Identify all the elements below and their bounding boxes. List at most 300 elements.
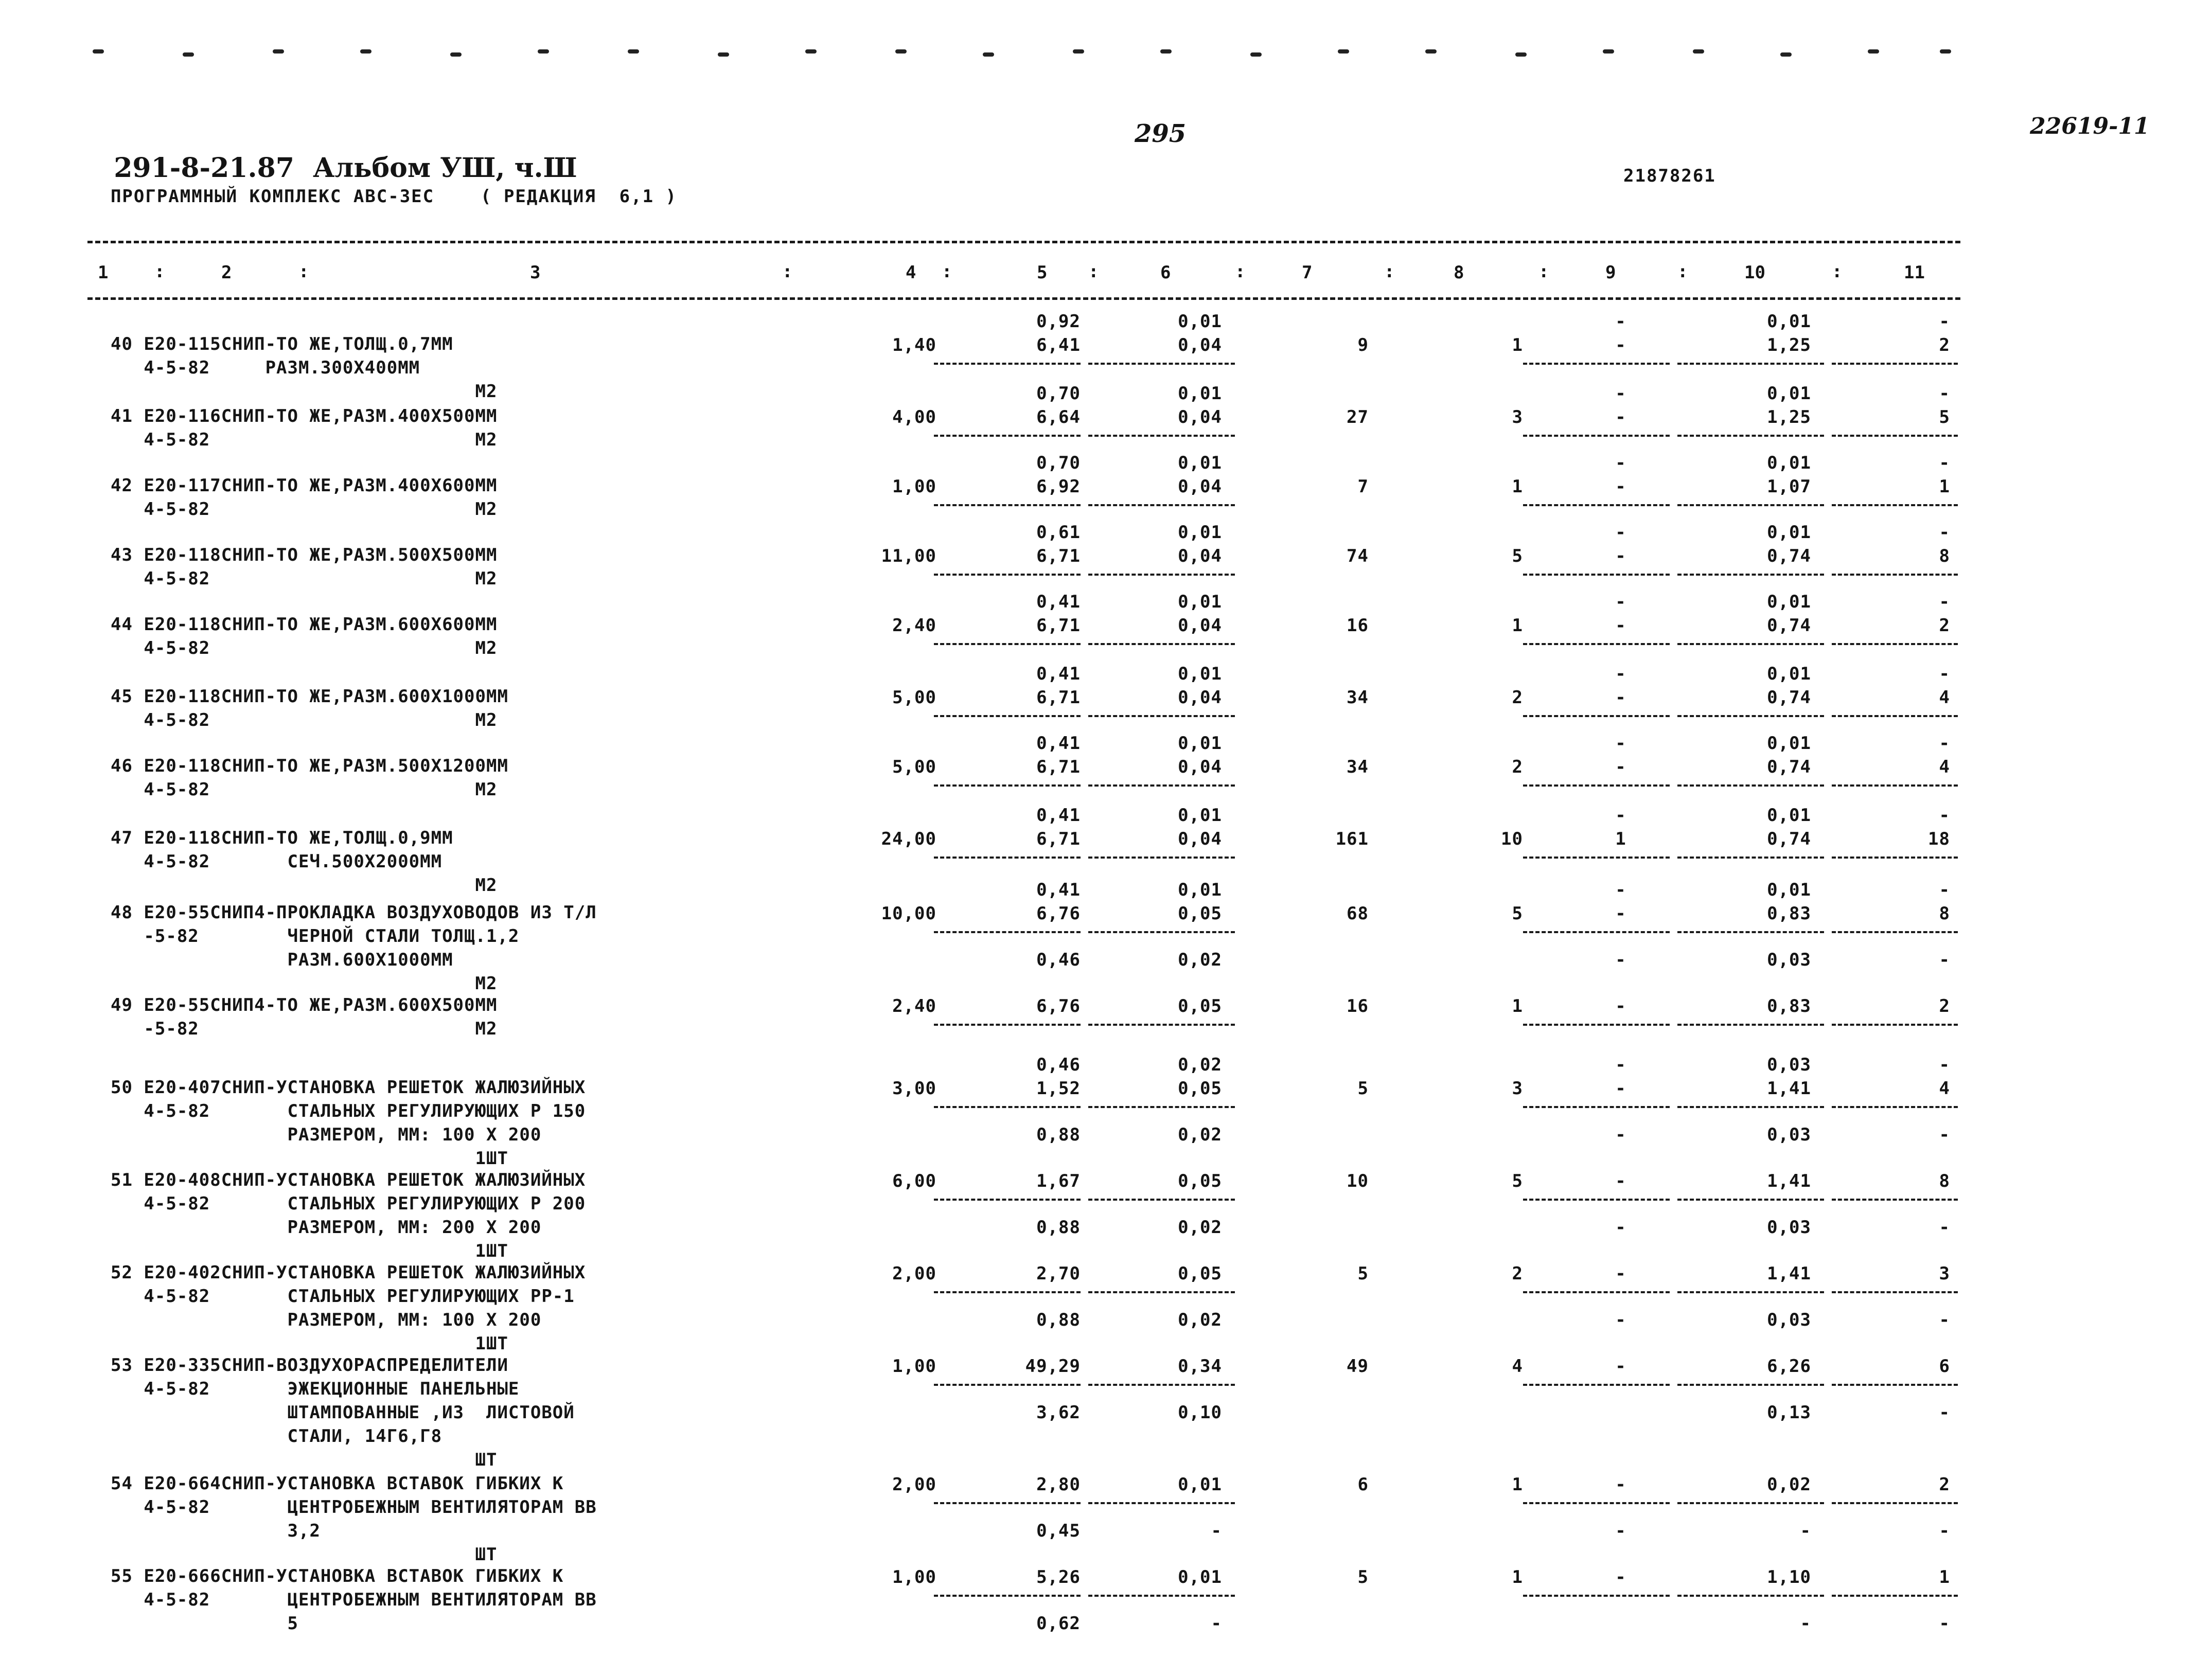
col9-value: - xyxy=(1615,1055,1626,1075)
cell-divider xyxy=(1088,574,1235,576)
col9-value: - xyxy=(1615,1356,1626,1377)
col10-value: 1,25 xyxy=(1767,407,1811,427)
col9-value: - xyxy=(1615,1263,1626,1284)
col6-value: 0,05 xyxy=(1178,903,1222,924)
col9-value: - xyxy=(1615,805,1626,826)
col6-value: 0,02 xyxy=(1178,1055,1222,1075)
table-top-rule xyxy=(87,241,1960,243)
row-quantity: 11,00 xyxy=(881,546,936,566)
border-mark xyxy=(1603,49,1614,53)
col5-value: 6,76 xyxy=(1036,903,1081,924)
col7-value: 68 xyxy=(1347,903,1369,924)
cell-divider xyxy=(1523,1106,1670,1108)
row-description-line: РАЗМЕРОМ, ММ: 100 Х 200 xyxy=(111,1125,542,1145)
col11-value: - xyxy=(1939,1521,1950,1541)
row-description-line: 51 Е20-408СНИП-УСТАНОВКА РЕШЕТОК ЖАЛЮЗИЙНЫХ xyxy=(111,1170,586,1190)
col9-value: - xyxy=(1615,733,1626,754)
col5-value: 0,45 xyxy=(1036,1521,1081,1541)
col5-value: 1,52 xyxy=(1036,1078,1081,1099)
col10-value: 0,74 xyxy=(1767,829,1811,849)
row-description-line: М2 xyxy=(111,973,498,994)
col7-value: 5 xyxy=(1357,1078,1369,1099)
border-mark xyxy=(1868,49,1879,53)
cell-divider xyxy=(1088,1291,1235,1293)
col10-value: 0,01 xyxy=(1767,592,1811,612)
cell-divider xyxy=(1088,504,1235,506)
col9-value: - xyxy=(1615,996,1626,1016)
cell-divider xyxy=(1677,435,1824,437)
row-description-line: 4-5-82 СЕЧ.500Х2000ММ xyxy=(111,851,443,872)
border-mark xyxy=(718,52,729,57)
column-header-6: 6 xyxy=(1160,262,1171,283)
col9-value: - xyxy=(1615,1310,1626,1330)
column-separator: : xyxy=(942,261,952,282)
col11-value: - xyxy=(1939,805,1950,826)
row-description-line: 41 Е20-116СНИП-ТО ЖЕ,РАЗМ.400Х500ММ xyxy=(111,406,498,426)
col11-value: - xyxy=(1939,1402,1950,1423)
col8-value: 3 xyxy=(1512,407,1523,427)
col5-value: 6,92 xyxy=(1036,476,1081,497)
row-quantity: 3,00 xyxy=(892,1078,936,1099)
col5-value: 6,41 xyxy=(1036,335,1081,355)
col9-value: - xyxy=(1615,592,1626,612)
col5-value: 1,67 xyxy=(1036,1171,1081,1191)
col9-value: - xyxy=(1615,1078,1626,1099)
album-label: Альбом УШ, ч.Ш xyxy=(313,152,577,184)
cell-divider xyxy=(1832,1291,1958,1293)
cell-divider xyxy=(1677,1291,1824,1293)
row-quantity: 2,40 xyxy=(892,996,936,1016)
cell-divider xyxy=(1523,1024,1670,1026)
col6-value: - xyxy=(1211,1613,1222,1634)
cell-divider xyxy=(934,1024,1081,1026)
col7-value: 5 xyxy=(1357,1263,1369,1284)
row-description-line: РАЗМЕРОМ, ММ: 200 Х 200 xyxy=(111,1217,542,1238)
border-mark xyxy=(538,49,549,53)
col6-value: 0,04 xyxy=(1178,407,1222,427)
col7-value: 161 xyxy=(1335,829,1369,849)
cell-divider xyxy=(1832,715,1958,717)
col5-value: 0,41 xyxy=(1036,592,1081,612)
cell-divider xyxy=(934,1291,1081,1293)
cell-divider xyxy=(1523,1384,1670,1386)
col5-value: 0,46 xyxy=(1036,1055,1081,1075)
col10-value: 0,03 xyxy=(1767,950,1811,970)
cell-divider xyxy=(934,435,1081,437)
col10-value: 0,83 xyxy=(1767,903,1811,924)
col8-value: 10 xyxy=(1501,829,1523,849)
row-description-line: ШТАМПОВАННЫЕ ,ИЗ ЛИСТОВОЙ xyxy=(111,1402,575,1423)
col9-value: - xyxy=(1615,1521,1626,1541)
row-description-line: РАЗМ.600Х1000ММ xyxy=(111,950,453,970)
col5-value: 6,71 xyxy=(1036,829,1081,849)
border-mark xyxy=(1073,49,1084,53)
col11-value: 2 xyxy=(1939,996,1950,1016)
column-separator: : xyxy=(1088,261,1099,282)
col10-value: 0,74 xyxy=(1767,615,1811,636)
col11-value: - xyxy=(1939,383,1950,404)
row-description-line: 48 Е20-55СНИП4-ПРОКЛАДКА ВОЗДУХОВОДОВ ИЗ Т/Л xyxy=(111,902,597,923)
cell-divider xyxy=(1832,1502,1958,1504)
col5-value: 0,70 xyxy=(1036,453,1081,473)
col11-value: - xyxy=(1939,1125,1950,1145)
cell-divider xyxy=(934,931,1081,933)
col7-value: 49 xyxy=(1347,1356,1369,1377)
cell-divider xyxy=(1088,1106,1235,1108)
cell-divider xyxy=(1832,1024,1958,1026)
row-description-line: 53 Е20-335СНИП-ВОЗДУХОРАСПРЕДЕЛИТЕЛИ xyxy=(111,1355,508,1376)
row-description-line: 1ШТ xyxy=(111,1241,508,1261)
cell-divider xyxy=(934,504,1081,506)
col10-value: 0,83 xyxy=(1767,996,1811,1016)
col8-value: 1 xyxy=(1512,1474,1523,1495)
col5-value: 2,70 xyxy=(1036,1263,1081,1284)
row-quantity: 1,00 xyxy=(892,1356,936,1377)
col11-value: 1 xyxy=(1939,1567,1950,1587)
col7-value: 34 xyxy=(1347,757,1369,777)
col5-value: 0,88 xyxy=(1036,1217,1081,1238)
col9-value: - xyxy=(1615,1474,1626,1495)
col9-value: - xyxy=(1615,950,1626,970)
row-description-line: ШТ xyxy=(111,1544,498,1565)
column-header-11: 11 xyxy=(1904,262,1925,283)
row-quantity: 6,00 xyxy=(892,1171,936,1191)
col5-value: 0,92 xyxy=(1036,311,1081,332)
row-description-line: 42 Е20-117СНИП-ТО ЖЕ,РАЗМ.400Х600ММ xyxy=(111,475,498,496)
col10-value: 0,03 xyxy=(1767,1055,1811,1075)
row-description-line: 4-5-82 ЦЕНТРОБЕЖНЫМ ВЕНТИЛЯТОРАМ ВВ xyxy=(111,1590,597,1610)
col9-value: - xyxy=(1615,476,1626,497)
border-mark xyxy=(983,52,994,57)
cell-divider xyxy=(934,784,1081,787)
col9-value: - xyxy=(1615,453,1626,473)
col11-value: 2 xyxy=(1939,1474,1950,1495)
col11-value: - xyxy=(1939,664,1950,684)
row-description-line: 43 Е20-118СНИП-ТО ЖЕ,РАЗМ.500Х500ММ xyxy=(111,545,498,565)
row-quantity: 2,00 xyxy=(892,1263,936,1284)
cell-divider xyxy=(1832,784,1958,787)
cell-divider xyxy=(934,857,1081,859)
col10-value: 0,02 xyxy=(1767,1474,1811,1495)
column-separator: : xyxy=(1832,261,1843,282)
col10-value: 0,13 xyxy=(1767,1402,1811,1423)
cell-divider xyxy=(934,363,1081,365)
col7-value: 34 xyxy=(1347,687,1369,708)
col10-value: 1,10 xyxy=(1767,1567,1811,1587)
column-separator: : xyxy=(298,261,309,282)
col11-value: - xyxy=(1939,1613,1950,1634)
column-header-1: 1 xyxy=(98,262,109,283)
cell-divider xyxy=(1523,857,1670,859)
col7-value: 7 xyxy=(1357,476,1369,497)
column-header-9: 9 xyxy=(1605,262,1616,283)
col9-value: - xyxy=(1615,615,1626,636)
col11-value: 8 xyxy=(1939,546,1950,566)
row-description-line: 4-5-82 М2 xyxy=(111,568,498,589)
row-quantity: 24,00 xyxy=(881,829,936,849)
col5-value: 0,62 xyxy=(1036,1613,1081,1634)
col11-value: - xyxy=(1939,880,1950,900)
col6-value: 0,01 xyxy=(1178,453,1222,473)
col6-value: 0,04 xyxy=(1178,615,1222,636)
col10-value: 0,74 xyxy=(1767,546,1811,566)
row-description-line: 44 Е20-118СНИП-ТО ЖЕ,РАЗМ.600Х600ММ xyxy=(111,614,498,635)
cell-divider xyxy=(1523,1199,1670,1201)
row-quantity: 5,00 xyxy=(892,757,936,777)
col6-value: 0,01 xyxy=(1178,1474,1222,1495)
cell-divider xyxy=(1523,363,1670,365)
col8-value: 3 xyxy=(1512,1078,1523,1099)
cell-divider xyxy=(1523,1595,1670,1597)
cell-divider xyxy=(1832,574,1958,576)
cell-divider xyxy=(1523,504,1670,506)
col9-value: - xyxy=(1615,687,1626,708)
col10-value: 1,07 xyxy=(1767,476,1811,497)
col10-value: 0,01 xyxy=(1767,733,1811,754)
col6-value: 0,01 xyxy=(1178,522,1222,543)
col6-value: 0,02 xyxy=(1178,950,1222,970)
col11-value: - xyxy=(1939,592,1950,612)
cell-divider xyxy=(1523,574,1670,576)
cell-divider xyxy=(1677,574,1824,576)
cell-divider xyxy=(1088,1595,1235,1597)
col10-value: 0,74 xyxy=(1767,757,1811,777)
col5-value: 0,88 xyxy=(1036,1310,1081,1330)
col10-value: - xyxy=(1800,1613,1811,1634)
col6-value: 0,02 xyxy=(1178,1125,1222,1145)
col9-value: - xyxy=(1615,383,1626,404)
col6-value: 0,01 xyxy=(1178,311,1222,332)
col5-value: 0,61 xyxy=(1036,522,1081,543)
row-description-line: 4-5-82 ЦЕНТРОБЕЖНЫМ ВЕНТИЛЯТОРАМ ВВ xyxy=(111,1497,597,1518)
border-mark xyxy=(1940,49,1951,53)
cell-divider xyxy=(1088,784,1235,787)
cell-divider xyxy=(1088,857,1235,859)
col7-value: 16 xyxy=(1347,615,1369,636)
page-number: 295 xyxy=(1135,119,1187,148)
cell-divider xyxy=(1523,715,1670,717)
col9-value: - xyxy=(1615,903,1626,924)
col11-value: 1 xyxy=(1939,476,1950,497)
col6-value: 0,02 xyxy=(1178,1310,1222,1330)
col5-value: 6,76 xyxy=(1036,996,1081,1016)
cell-divider xyxy=(1677,931,1824,933)
col11-value: 2 xyxy=(1939,335,1950,355)
column-header-2: 2 xyxy=(221,262,232,283)
col9-value: - xyxy=(1615,407,1626,427)
row-description-line: -5-82 ЧЕРНОЙ СТАЛИ ТОЛЩ.1,2 xyxy=(111,926,520,947)
col5-value: 0,70 xyxy=(1036,383,1081,404)
row-description-line: 4-5-82 СТАЛЬНЫХ РЕГУЛИРУЮЩИХ Р 150 xyxy=(111,1101,586,1121)
cell-divider xyxy=(1832,1199,1958,1201)
col6-value: 0,10 xyxy=(1178,1402,1222,1423)
row-description-line: М2 xyxy=(111,381,498,402)
col6-value: 0,04 xyxy=(1178,687,1222,708)
col5-value: 0,41 xyxy=(1036,664,1081,684)
col10-value: 1,41 xyxy=(1767,1078,1811,1099)
col7-value: 16 xyxy=(1347,996,1369,1016)
col9-value: - xyxy=(1615,335,1626,355)
col10-value: 1,41 xyxy=(1767,1171,1811,1191)
row-description-line: 4-5-82 М2 xyxy=(111,710,498,730)
row-description-line: СТАЛИ, 14Г6,Г8 xyxy=(111,1426,443,1447)
border-mark xyxy=(273,49,284,53)
stamp-number: 22619-11 xyxy=(2030,113,2150,139)
row-description-line: 47 Е20-118СНИП-ТО ЖЕ,ТОЛЩ.0,9ММ xyxy=(111,828,453,848)
column-separator: : xyxy=(1538,261,1549,282)
col6-value: 0,01 xyxy=(1178,664,1222,684)
cell-divider xyxy=(1832,1384,1958,1386)
program-code: 21878261 xyxy=(1623,166,1716,186)
doc-ref: 291-8-21.87 xyxy=(114,152,294,184)
col6-value: 0,01 xyxy=(1178,592,1222,612)
col11-value: 4 xyxy=(1939,1078,1950,1099)
col8-value: 2 xyxy=(1512,757,1523,777)
col9-value: - xyxy=(1615,546,1626,566)
col5-value: 6,71 xyxy=(1036,757,1081,777)
border-mark xyxy=(1338,49,1349,53)
border-mark xyxy=(628,49,639,53)
cell-divider xyxy=(1523,1502,1670,1504)
cell-divider xyxy=(1832,363,1958,365)
row-description-line: 4-5-82 М2 xyxy=(111,499,498,520)
cell-divider xyxy=(934,643,1081,645)
row-description-line: 1ШТ xyxy=(111,1148,508,1169)
col5-value: 49,29 xyxy=(1025,1356,1081,1377)
row-description-line: ШТ xyxy=(111,1450,498,1470)
row-quantity: 10,00 xyxy=(881,903,936,924)
col5-value: 0,41 xyxy=(1036,880,1081,900)
col5-value: 0,88 xyxy=(1036,1125,1081,1145)
column-header-3: 3 xyxy=(530,262,541,283)
cell-divider xyxy=(1677,1199,1824,1201)
col10-value: 0,74 xyxy=(1767,687,1811,708)
row-description-line: -5-82 М2 xyxy=(111,1019,498,1039)
cell-divider xyxy=(1523,931,1670,933)
col8-value: 5 xyxy=(1512,546,1523,566)
cell-divider xyxy=(934,1106,1081,1108)
col7-value: 5 xyxy=(1357,1567,1369,1587)
col5-value: 0,41 xyxy=(1036,733,1081,754)
column-header-8: 8 xyxy=(1454,262,1464,283)
col7-value: 9 xyxy=(1357,335,1369,355)
col9-value: - xyxy=(1615,880,1626,900)
row-description-line: 54 Е20-664СНИП-УСТАНОВКА ВСТАВОК ГИБКИХ К xyxy=(111,1473,564,1494)
cell-divider xyxy=(1523,435,1670,437)
border-mark xyxy=(895,49,907,53)
col10-value: 6,26 xyxy=(1767,1356,1811,1377)
col6-value: 0,02 xyxy=(1178,1217,1222,1238)
cell-divider xyxy=(1088,363,1235,365)
col9-value: - xyxy=(1615,311,1626,332)
col6-value: 0,34 xyxy=(1178,1356,1222,1377)
border-mark xyxy=(1425,49,1437,53)
col10-value: 0,01 xyxy=(1767,522,1811,543)
cell-divider xyxy=(1677,784,1824,787)
row-description-line: 4-5-82 М2 xyxy=(111,638,498,658)
col6-value: 0,05 xyxy=(1178,1171,1222,1191)
cell-divider xyxy=(1523,643,1670,645)
row-description-line: 49 Е20-55СНИП4-ТО ЖЕ,РАЗМ.600Х500ММ xyxy=(111,995,498,1015)
col5-value: 6,71 xyxy=(1036,546,1081,566)
border-mark xyxy=(1160,49,1172,53)
row-quantity: 1,40 xyxy=(892,335,936,355)
col10-value: 0,03 xyxy=(1767,1217,1811,1238)
col7-value: 10 xyxy=(1347,1171,1369,1191)
col6-value: 0,01 xyxy=(1178,383,1222,404)
col11-value: 4 xyxy=(1939,687,1950,708)
cell-divider xyxy=(1677,1384,1824,1386)
col10-value: 0,01 xyxy=(1767,383,1811,404)
col5-value: 6,64 xyxy=(1036,407,1081,427)
cell-divider xyxy=(1088,1384,1235,1386)
col6-value: 0,05 xyxy=(1178,996,1222,1016)
row-description-line: 55 Е20-666СНИП-УСТАНОВКА ВСТАВОК ГИБКИХ К xyxy=(111,1566,564,1586)
col6-value: 0,04 xyxy=(1178,546,1222,566)
row-description-line: 40 Е20-115СНИП-ТО ЖЕ,ТОЛЩ.0,7ММ xyxy=(111,334,453,354)
column-separator: : xyxy=(1677,261,1688,282)
border-mark xyxy=(1780,52,1792,57)
col9-value: - xyxy=(1615,664,1626,684)
col7-value: 27 xyxy=(1347,407,1369,427)
col10-value: 0,03 xyxy=(1767,1125,1811,1145)
border-mark xyxy=(1693,49,1704,53)
column-separator: : xyxy=(154,261,165,282)
row-description-line: 5 xyxy=(111,1613,298,1634)
col8-value: 4 xyxy=(1512,1356,1523,1377)
cell-divider xyxy=(1832,435,1958,437)
program-line xyxy=(87,166,677,207)
col11-value: 18 xyxy=(1928,829,1950,849)
col11-value: - xyxy=(1939,733,1950,754)
border-mark xyxy=(183,52,194,57)
col8-value: 1 xyxy=(1512,335,1523,355)
column-header-4: 4 xyxy=(906,262,916,283)
col8-value: 1 xyxy=(1512,615,1523,636)
cell-divider xyxy=(1677,1106,1824,1108)
cell-divider xyxy=(1677,363,1824,365)
column-header-10: 10 xyxy=(1744,262,1765,283)
col6-value: 0,01 xyxy=(1178,880,1222,900)
cell-divider xyxy=(1088,1024,1235,1026)
cell-divider xyxy=(1677,1595,1824,1597)
cell-divider xyxy=(934,1199,1081,1201)
col11-value: 8 xyxy=(1939,1171,1950,1191)
col5-value: 0,46 xyxy=(1036,950,1081,970)
row-description-line: 4-5-82 СТАЛЬНЫХ РЕГУЛИРУЮЩИХ РР-1 xyxy=(111,1286,575,1307)
col10-value: 0,01 xyxy=(1767,453,1811,473)
cell-divider xyxy=(1088,435,1235,437)
col8-value: 2 xyxy=(1512,687,1523,708)
edition: ( РЕДАКЦИЯ 6,1 ) xyxy=(481,186,677,207)
cell-divider xyxy=(934,1502,1081,1504)
row-quantity: 1,00 xyxy=(892,1567,936,1587)
col9-value: - xyxy=(1615,1567,1626,1587)
row-description-line: 4-5-82 СТАЛЬНЫХ РЕГУЛИРУЮЩИХ Р 200 xyxy=(111,1193,586,1214)
col11-value: - xyxy=(1939,1217,1950,1238)
row-description-line: 46 Е20-118СНИП-ТО ЖЕ,РАЗМ.500Х1200ММ xyxy=(111,756,508,776)
row-description-line: 50 Е20-407СНИП-УСТАНОВКА РЕШЕТОК ЖАЛЮЗИЙНЫХ xyxy=(111,1077,586,1098)
column-header-7: 7 xyxy=(1302,262,1313,283)
border-mark xyxy=(1515,52,1527,57)
cell-divider xyxy=(1523,784,1670,787)
col11-value: - xyxy=(1939,311,1950,332)
col10-value: 0,01 xyxy=(1767,311,1811,332)
col8-value: 5 xyxy=(1512,903,1523,924)
cell-divider xyxy=(1677,1502,1824,1504)
col11-value: 2 xyxy=(1939,615,1950,636)
col9-value: - xyxy=(1615,522,1626,543)
